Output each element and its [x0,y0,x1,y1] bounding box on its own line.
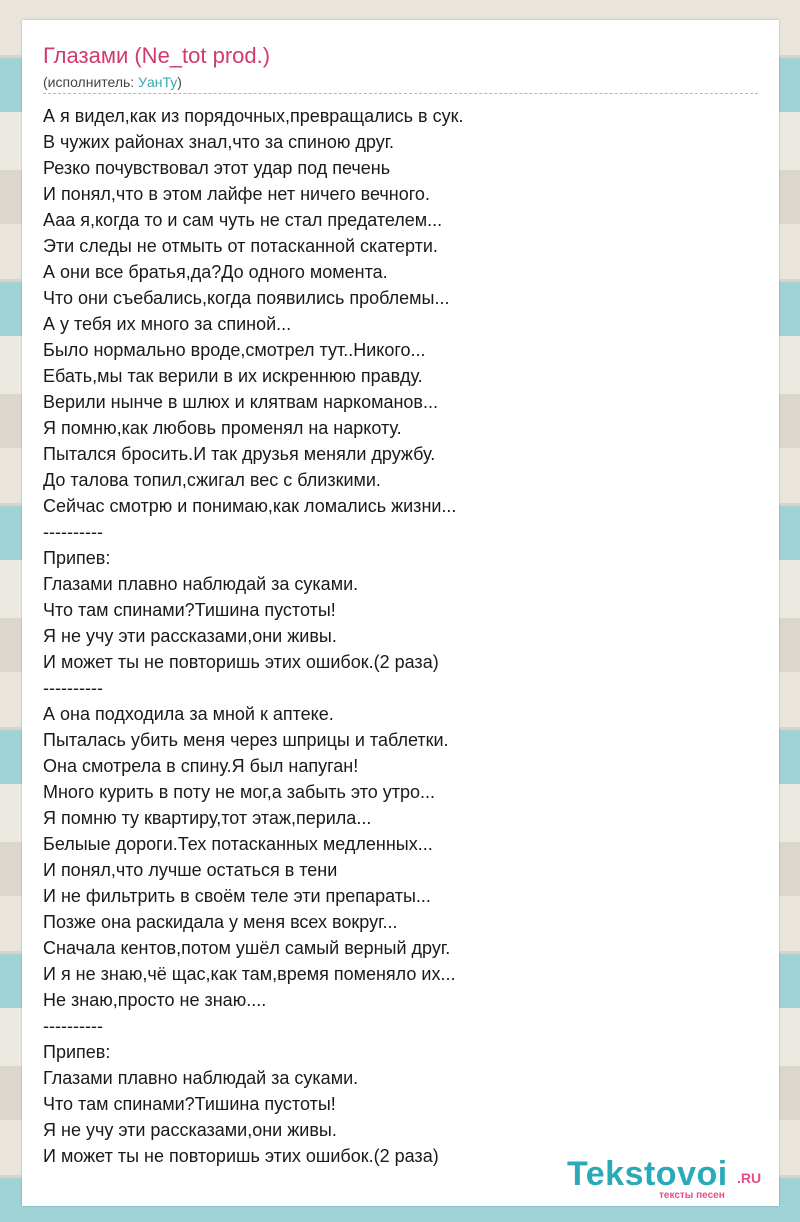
lyric-line: Я помню ту квартиру,тот этаж,перила... [43,808,372,828]
lyric-line: Много курить в поту не мог,а забыть это утро... [43,782,436,802]
lyrics-card [22,20,779,1206]
lyric-line: Сначала кентов,потом ушёл самый верный друг. [43,938,451,958]
chorus-label: Припев: [43,548,111,568]
logo-wordmark: Tekstovoi [567,1155,728,1193]
lyric-line: Ебать,мы так верили в их искреннюю правду. [43,366,423,386]
lyric-line: И может ты не повторишь этих ошибок.(2 раза) [43,652,439,672]
logo-tagline: тексты песен [659,1190,725,1201]
artist-suffix: ) [177,74,182,90]
chorus-label: Припев: [43,1042,111,1062]
lyric-line: Она смотрела в спину.Я был напуган! [43,756,359,776]
lyric-line: Я не учу эти рассказами,они живы. [43,1120,337,1140]
lyric-line: И не фильтрить в своём теле эти препараты... [43,886,431,906]
lyric-line: Сейчас смотрю и понимаю,как ломались жизни... [43,496,457,516]
lyric-line: Пытался бросить.И так друзья меняли дружбу. [43,444,436,464]
lyric-line: В чужих районах знал,что за спиною друг. [43,132,395,152]
site-logo[interactable] [567,1154,777,1204]
lyric-line: Белыые дороги.Тех потасканных медленных... [43,834,433,854]
section-separator: ---------- [43,522,103,542]
lyric-line: Я не учу эти рассказами,они живы. [43,626,337,646]
lyric-line: Что там спинами?Тишина пустоты! [43,1094,336,1114]
lyric-line: И может ты не повторишь этих ошибок.(2 раза) [43,1146,439,1166]
lyric-line: Что там спинами?Тишина пустоты! [43,600,336,620]
lyrics-text [43,103,464,1169]
lyric-line: А я видел,как из порядочных,превращались в сук. [43,106,464,126]
lyric-line: А она подходила за мной к аптеке. [43,704,334,724]
title-divider [43,93,758,94]
lyric-line: И понял,что в этом лайфе нет ничего вечного. [43,184,430,204]
lyric-line: Не знаю,просто не знаю.... [43,990,267,1010]
lyric-line: Было нормально вроде,смотрел тут..Никого... [43,340,426,360]
lyric-line: И я не знаю,чё щас,как там,время поменяло их... [43,964,456,984]
lyric-line: Пыталась убить меня через шприцы и таблетки. [43,730,449,750]
artist-line [43,73,182,91]
lyric-line: Верили нынче в шлюх и клятвам наркоманов... [43,392,438,412]
lyric-line: Позже она раскидала у меня всех вокруг... [43,912,398,932]
lyric-line: Резко почувствовал этот удар под печень [43,158,391,178]
lyric-line: Что они съебались,когда появились проблемы... [43,288,450,308]
lyric-line: Эти следы не отмыть от потасканной скатерти. [43,236,438,256]
lyric-line: А они все братья,да?До одного момента. [43,262,388,282]
lyric-line: И понял,что лучше остаться в тени [43,860,338,880]
lyric-line: До талова топил,сжигал вес с близкими. [43,470,381,490]
section-separator: ---------- [43,1016,103,1036]
logo-domain-suffix: .RU [737,1170,762,1186]
lyric-line: Я помню,как любовь променял на наркоту. [43,418,402,438]
artist-link[interactable]: УанТу [138,74,178,90]
artist-prefix: (исполнитель: [43,74,139,90]
section-separator: ---------- [43,678,103,698]
lyric-line: Ааа я,когда то и сам чуть не стал предателем... [43,210,443,230]
lyric-line: Глазами плавно наблюдай за суками. [43,574,359,594]
song-title: Глазами (Ne_tot prod.) [43,43,271,68]
lyric-line: Глазами плавно наблюдай за суками. [43,1068,359,1088]
lyric-line: А у тебя их много за спиной... [43,314,292,334]
